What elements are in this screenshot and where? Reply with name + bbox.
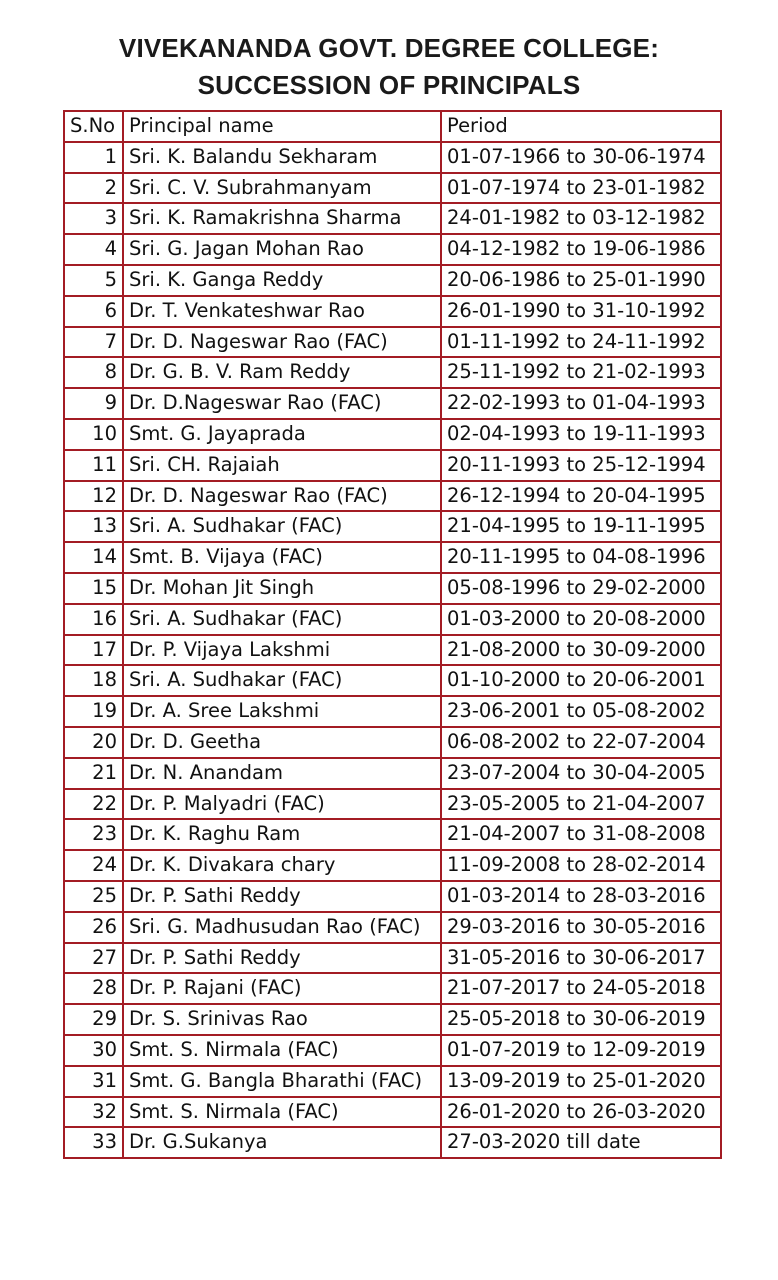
header-period: Period xyxy=(441,111,721,142)
table-row xyxy=(64,881,721,912)
row-principal-name: Dr. S. Srinivas Rao xyxy=(123,1004,441,1035)
row-period: 21-07-2017 to 24-05-2018 xyxy=(441,973,721,1004)
row-period: 27-03-2020 till date xyxy=(441,1127,721,1158)
table-row xyxy=(64,727,721,758)
row-principal-name: Dr. G. B. V. Ram Reddy xyxy=(123,357,441,388)
row-principal-name: Smt. B. Vijaya (FAC) xyxy=(123,542,441,573)
row-sno: 8 xyxy=(64,357,123,388)
row-sno: 2 xyxy=(64,173,123,204)
row-principal-name: Sri. A. Sudhakar (FAC) xyxy=(123,665,441,696)
row-period: 20-11-1993 to 25-12-1994 xyxy=(441,450,721,481)
row-period: 20-06-1986 to 25-01-1990 xyxy=(441,265,721,296)
row-principal-name: Dr. G.Sukanya xyxy=(123,1127,441,1158)
row-sno: 26 xyxy=(64,912,123,943)
table-row xyxy=(64,758,721,789)
row-period: 21-04-2007 to 31-08-2008 xyxy=(441,819,721,850)
table-row xyxy=(64,973,721,1004)
row-sno: 16 xyxy=(64,604,123,635)
row-period: 26-01-1990 to 31-10-1992 xyxy=(441,296,721,327)
row-sno: 30 xyxy=(64,1035,123,1066)
row-principal-name: Dr. K. Raghu Ram xyxy=(123,819,441,850)
table-row xyxy=(64,1004,721,1035)
row-principal-name: Sri. C. V. Subrahmanyam xyxy=(123,173,441,204)
table-row xyxy=(64,1127,721,1158)
row-principal-name: Sri. K. Ramakrishna Sharma xyxy=(123,203,441,234)
page-title xyxy=(0,30,778,104)
table-row xyxy=(64,296,721,327)
title-line-1: VIVEKANANDA GOVT. DEGREE COLLEGE: xyxy=(118,33,660,63)
row-principal-name: Sri. CH. Rajaiah xyxy=(123,450,441,481)
row-principal-name: Dr. P. Sathi Reddy xyxy=(123,943,441,974)
row-sno: 5 xyxy=(64,265,123,296)
row-period: 23-07-2004 to 30-04-2005 xyxy=(441,758,721,789)
table-row xyxy=(64,635,721,666)
row-sno: 7 xyxy=(64,327,123,358)
row-period: 23-05-2005 to 21-04-2007 xyxy=(441,789,721,820)
table-row xyxy=(64,234,721,265)
table-row xyxy=(64,665,721,696)
row-sno: 27 xyxy=(64,943,123,974)
row-sno: 33 xyxy=(64,1127,123,1158)
row-principal-name: Sri. K. Ganga Reddy xyxy=(123,265,441,296)
row-period: 25-05-2018 to 30-06-2019 xyxy=(441,1004,721,1035)
table-row xyxy=(64,142,721,173)
table-row xyxy=(64,388,721,419)
row-sno: 24 xyxy=(64,850,123,881)
header-sno: S.No xyxy=(64,111,123,142)
row-period: 20-11-1995 to 04-08-1996 xyxy=(441,542,721,573)
row-principal-name: Sri. K. Balandu Sekharam xyxy=(123,142,441,173)
row-principal-name: Smt. S. Nirmala (FAC) xyxy=(123,1035,441,1066)
row-principal-name: Smt. G. Jayaprada xyxy=(123,419,441,450)
row-principal-name: Smt. S. Nirmala (FAC) xyxy=(123,1097,441,1128)
table-row xyxy=(64,419,721,450)
row-sno: 10 xyxy=(64,419,123,450)
row-sno: 31 xyxy=(64,1066,123,1097)
row-principal-name: Smt. G. Bangla Bharathi (FAC) xyxy=(123,1066,441,1097)
row-sno: 23 xyxy=(64,819,123,850)
row-period: 25-11-1992 to 21-02-1993 xyxy=(441,357,721,388)
table-row xyxy=(64,203,721,234)
table-row xyxy=(64,696,721,727)
row-sno: 20 xyxy=(64,727,123,758)
row-sno: 1 xyxy=(64,142,123,173)
table-row xyxy=(64,850,721,881)
row-principal-name: Dr. D.Nageswar Rao (FAC) xyxy=(123,388,441,419)
row-sno: 3 xyxy=(64,203,123,234)
row-principal-name: Dr. P. Sathi Reddy xyxy=(123,881,441,912)
table-row xyxy=(64,789,721,820)
row-period: 26-01-2020 to 26-03-2020 xyxy=(441,1097,721,1128)
row-principal-name: Dr. P. Malyadri (FAC) xyxy=(123,789,441,820)
row-sno: 13 xyxy=(64,511,123,542)
row-sno: 6 xyxy=(64,296,123,327)
table-row xyxy=(64,511,721,542)
row-sno: 4 xyxy=(64,234,123,265)
row-period: 31-05-2016 to 30-06-2017 xyxy=(441,943,721,974)
row-sno: 22 xyxy=(64,789,123,820)
row-sno: 17 xyxy=(64,635,123,666)
row-principal-name: Sri. G. Madhusudan Rao (FAC) xyxy=(123,912,441,943)
row-period: 01-07-1966 to 30-06-1974 xyxy=(441,142,721,173)
table-row xyxy=(64,604,721,635)
table-row xyxy=(64,357,721,388)
table-row xyxy=(64,1035,721,1066)
table-row xyxy=(64,943,721,974)
row-sno: 14 xyxy=(64,542,123,573)
row-principal-name: Dr. D. Geetha xyxy=(123,727,441,758)
row-sno: 25 xyxy=(64,881,123,912)
table-header-row xyxy=(64,111,721,142)
row-period: 21-04-1995 to 19-11-1995 xyxy=(441,511,721,542)
title-line-2: SUCCESSION OF PRINCIPALS xyxy=(197,70,581,100)
row-sno: 11 xyxy=(64,450,123,481)
row-sno: 15 xyxy=(64,573,123,604)
row-period: 11-09-2008 to 28-02-2014 xyxy=(441,850,721,881)
row-sno: 9 xyxy=(64,388,123,419)
row-principal-name: Dr. P. Vijaya Lakshmi xyxy=(123,635,441,666)
table-row xyxy=(64,1097,721,1128)
row-sno: 28 xyxy=(64,973,123,1004)
row-period: 01-10-2000 to 20-06-2001 xyxy=(441,665,721,696)
row-period: 01-03-2014 to 28-03-2016 xyxy=(441,881,721,912)
table-row xyxy=(64,542,721,573)
table-row xyxy=(64,912,721,943)
row-principal-name: Dr. P. Rajani (FAC) xyxy=(123,973,441,1004)
table-body xyxy=(64,142,721,1158)
table-row xyxy=(64,450,721,481)
row-period: 01-07-1974 to 23-01-1982 xyxy=(441,173,721,204)
table-row xyxy=(64,481,721,512)
row-principal-name: Dr. T. Venkateshwar Rao xyxy=(123,296,441,327)
row-sno: 18 xyxy=(64,665,123,696)
principals-table xyxy=(63,110,722,1159)
row-sno: 19 xyxy=(64,696,123,727)
row-principal-name: Sri. A. Sudhakar (FAC) xyxy=(123,604,441,635)
row-principal-name: Dr. D. Nageswar Rao (FAC) xyxy=(123,481,441,512)
row-period: 06-08-2002 to 22-07-2004 xyxy=(441,727,721,758)
row-period: 01-07-2019 to 12-09-2019 xyxy=(441,1035,721,1066)
table-row xyxy=(64,327,721,358)
row-principal-name: Sri. A. Sudhakar (FAC) xyxy=(123,511,441,542)
row-period: 13-09-2019 to 25-01-2020 xyxy=(441,1066,721,1097)
row-principal-name: Dr. D. Nageswar Rao (FAC) xyxy=(123,327,441,358)
row-period: 29-03-2016 to 30-05-2016 xyxy=(441,912,721,943)
header-principal-name: Principal name xyxy=(123,111,441,142)
row-period: 23-06-2001 to 05-08-2002 xyxy=(441,696,721,727)
row-period: 24-01-1982 to 03-12-1982 xyxy=(441,203,721,234)
row-period: 02-04-1993 to 19-11-1993 xyxy=(441,419,721,450)
table-row xyxy=(64,173,721,204)
row-period: 01-03-2000 to 20-08-2000 xyxy=(441,604,721,635)
row-principal-name: Dr. Mohan Jit Singh xyxy=(123,573,441,604)
table-row xyxy=(64,573,721,604)
row-period: 26-12-1994 to 20-04-1995 xyxy=(441,481,721,512)
table-row xyxy=(64,265,721,296)
row-period: 01-11-1992 to 24-11-1992 xyxy=(441,327,721,358)
row-sno: 12 xyxy=(64,481,123,512)
table-row xyxy=(64,819,721,850)
row-period: 22-02-1993 to 01-04-1993 xyxy=(441,388,721,419)
row-principal-name: Dr. N. Anandam xyxy=(123,758,441,789)
row-sno: 32 xyxy=(64,1097,123,1128)
row-principal-name: Dr. K. Divakara chary xyxy=(123,850,441,881)
table-row xyxy=(64,1066,721,1097)
row-period: 21-08-2000 to 30-09-2000 xyxy=(441,635,721,666)
row-principal-name: Dr. A. Sree Lakshmi xyxy=(123,696,441,727)
row-period: 05-08-1996 to 29-02-2000 xyxy=(441,573,721,604)
row-period: 04-12-1982 to 19-06-1986 xyxy=(441,234,721,265)
row-sno: 29 xyxy=(64,1004,123,1035)
row-principal-name: Sri. G. Jagan Mohan Rao xyxy=(123,234,441,265)
row-sno: 21 xyxy=(64,758,123,789)
